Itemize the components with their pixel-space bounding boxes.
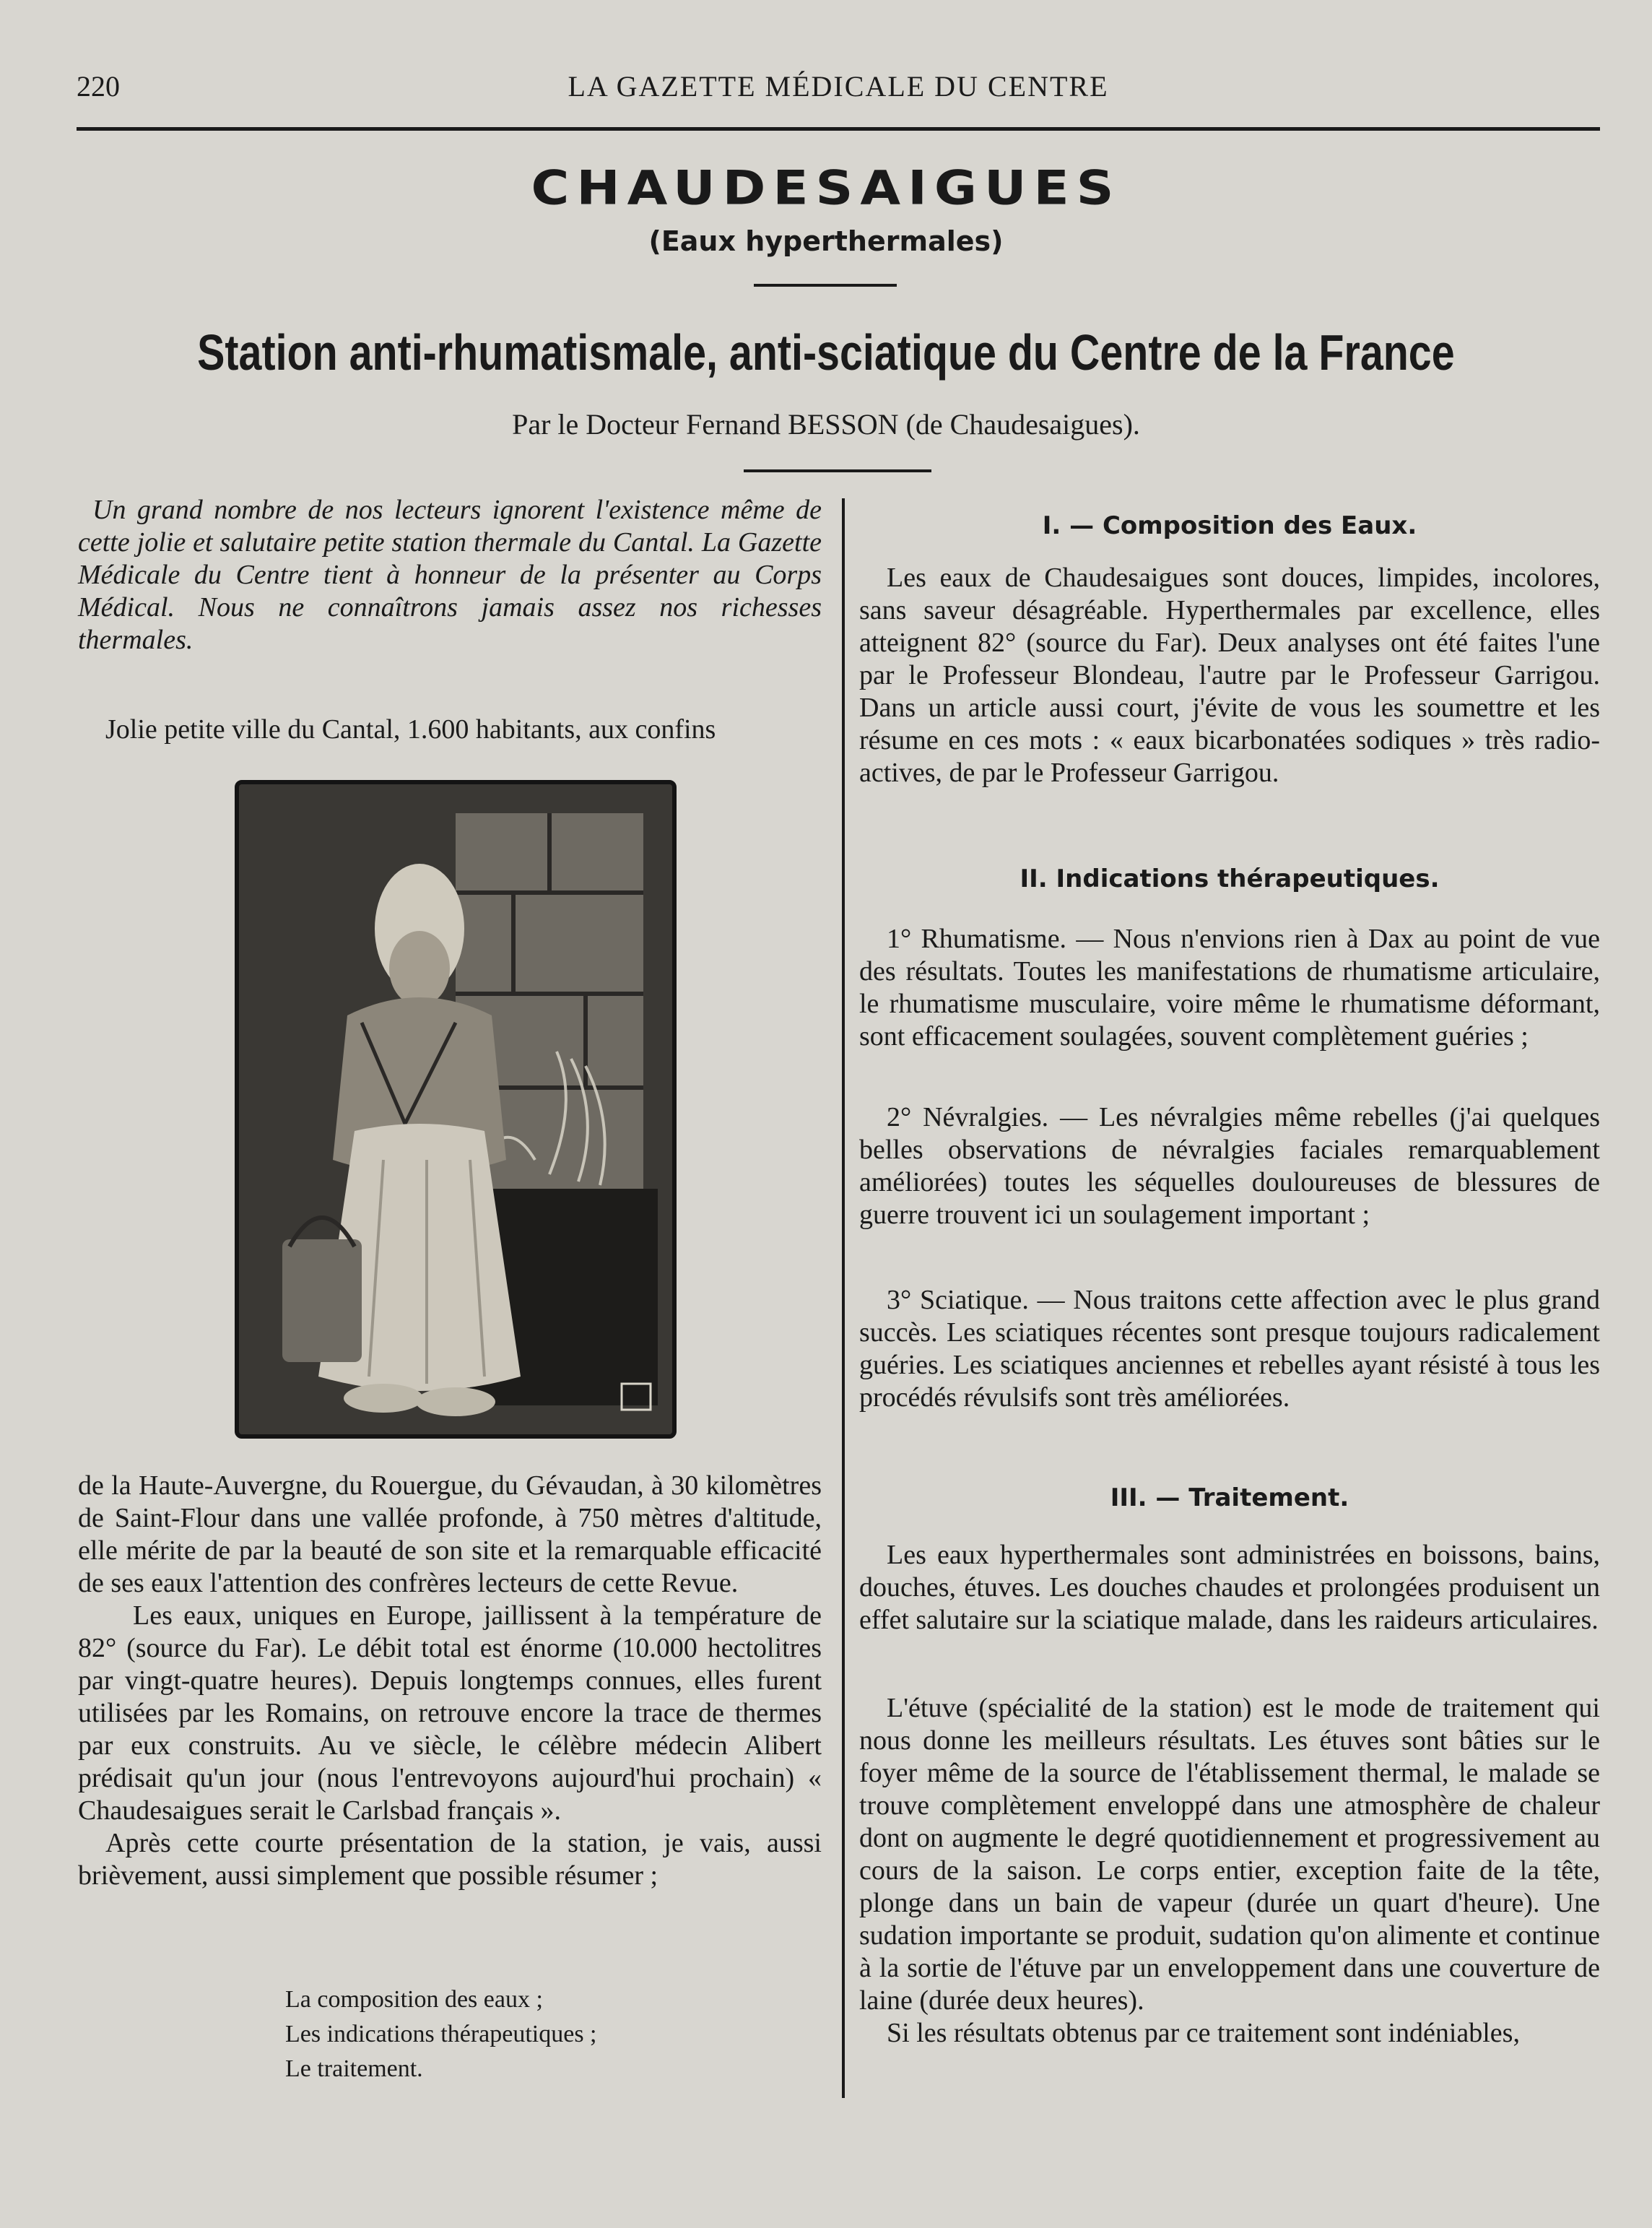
para-3-text: Les eaux, uniques en Europe, jaillissent à la température de 82° (source du Far). Le débit total est énorme (10.000 hectolitres par vingt-quatre heures). Depuis longtemps connues, elles furent utilisées par les Romains, on retrouve encore la trace de thermes par eux construits. Au ve siècle, le célèbre médecin Alibert prédisait qu'un jour (nous l'entrevoyons aujourd'hui prochain) « Chaudesaigues serait le Carlsbad français ». bbox=[78, 1600, 822, 1826]
left-body bbox=[78, 1470, 822, 1892]
title-rule bbox=[754, 284, 897, 287]
list-item: La composition des eaux ; bbox=[285, 1986, 543, 2013]
section-3-body bbox=[859, 1539, 1600, 1637]
engraving-image bbox=[239, 784, 672, 1434]
article-headline bbox=[0, 324, 1652, 381]
section-2-rhumatisme bbox=[859, 923, 1600, 1053]
headline-text: Station anti-rhumatismale, anti-sciatique du Centre de la France bbox=[197, 324, 1455, 381]
article-title: CHAUDESAIGUES bbox=[531, 160, 1121, 215]
list-item: Le traitement. bbox=[285, 2055, 423, 2082]
article-subtitle: (Eaux hyperthermales) bbox=[648, 225, 1004, 257]
editor-intro bbox=[78, 494, 822, 656]
page-number: 220 bbox=[77, 70, 120, 103]
traitement-text-3: Si les résultats obtenus par ce traitement sont indéniables, bbox=[887, 2018, 1520, 2048]
intro-text: Un grand nombre de nos lecteurs ignorent l'existence même de cette jolie et salutaire petite station thermale du Cantal. La Gazette Médicale du Centre tient à honneur de la présenter au Corps Médical. Nous ne connaîtrons jamais assez nos richesses thermales. bbox=[78, 495, 822, 655]
para-4-text: Après cette courte présentation de la station, je vais, aussi brièvement, aussi simplement que possible résumer ; bbox=[78, 1828, 822, 1891]
byline: Par le Docteur Fernand BESSON (de Chaudesaigues). bbox=[512, 408, 1140, 441]
sciatique-text: 3° Sciatique. — Nous traitons cette affection avec le plus grand succès. Les sciatiques récentes sont presque toujours radicalement guéries. Les sciatiques anciennes et rebelles ayant résisté à tous les procédés révulsifs sont très améliorées. bbox=[859, 1285, 1600, 1413]
rhumatisme-text: 1° Rhumatisme. — Nous n'envions rien à Dax au point de vue des résultats. Toutes les manifestations de rhumatisme articulaire, le rhumatisme musculaire, voire même le rhumatisme déformant, sont efficacement soulagées, souvent complètement guéries ; bbox=[859, 924, 1600, 1052]
running-header bbox=[77, 69, 1600, 113]
section-1-body bbox=[859, 562, 1600, 789]
traitement-text-2: L'étuve (spécialité de la station) est le mode de traitement qui nous donne les meilleurs résultats. Les étuves sont bâties sur le foyer même de la source de l'établissement thermal, le malade se trouve complètement enveloppé dans une atmosphère de chaleur dont on augmente le degré quotidiennement et progressivement au cours de la saison. Le corps entier, exception faite de la tête, plonge dans un bain de vapeur (durée un quart d'heure). Une sudation importante se produit, sudation qu'on alimente et continue à la sortie de l'étuve par un enveloppement dans une couverture de laine (durée deux heures). bbox=[859, 1693, 1600, 2016]
traitement-text-1: Les eaux hyperthermales sont administrées en boissons, bains, douches, étuves. Les douches chaudes et prolongées produisent un effet salutaire sur la sciatique malade, dans les raideurs articulaires. bbox=[859, 1540, 1600, 1635]
section-heading-2: II. Indications thérapeutiques. bbox=[1020, 864, 1440, 893]
header-rule bbox=[77, 127, 1600, 131]
section-2-nevralgies bbox=[859, 1101, 1600, 1231]
section-3-etuve bbox=[859, 1692, 1600, 2050]
byline-rule bbox=[744, 469, 931, 472]
left-paragraph-1 bbox=[78, 714, 822, 746]
nevralgies-text: 2° Névralgies. — Les névralgies même rebelles (j'ai quelques belles observations de névralgies faciales remarquablement améliorées) toutes les séquelles douloureuses de blessures de guerre trouvent ici un soulagement important ; bbox=[859, 1102, 1600, 1230]
journal-title: LA GAZETTE MÉDICALE DU CENTRE bbox=[568, 70, 1109, 103]
section-heading-1: I. — Composition des Eaux. bbox=[1042, 511, 1417, 540]
illustration-woman-at-spring bbox=[235, 780, 677, 1439]
para-1-text: Jolie petite ville du Cantal, 1.600 habitants, aux confins bbox=[105, 714, 716, 745]
composition-text: Les eaux de Chaudesaigues sont douces, limpides, incolores, sans saveur désagréable. Hyperthermales par excellence, elles atteignent 82° (source du Far). Deux analyses ont été faites l'une par le Professeur Blondeau, l'autre par le Professeur Garrigou. Dans un article aussi court, j'évite de vous les soumettre et les résume en ces mots : « eaux bicarbonatées sodiques » très radio-actives, de par le Professeur Garrigou. bbox=[859, 563, 1600, 788]
summary-list bbox=[285, 1982, 597, 2086]
para-2-text: de la Haute-Auvergne, du Rouergue, du Gévaudan, à 30 kilomètres de Saint-Flour dans une vallée profonde, à 750 mètres d'altitude, elle mérite de par la beauté de son site et la remarquable efficacité de ses eaux l'attention des confrères lecteurs de cette Revue. bbox=[78, 1470, 822, 1598]
column-divider bbox=[842, 498, 845, 2098]
section-heading-3: III. — Traitement. bbox=[1110, 1483, 1349, 1512]
list-item: Les indications thérapeutiques ; bbox=[285, 2021, 597, 2047]
section-2-sciatique bbox=[859, 1284, 1600, 1414]
